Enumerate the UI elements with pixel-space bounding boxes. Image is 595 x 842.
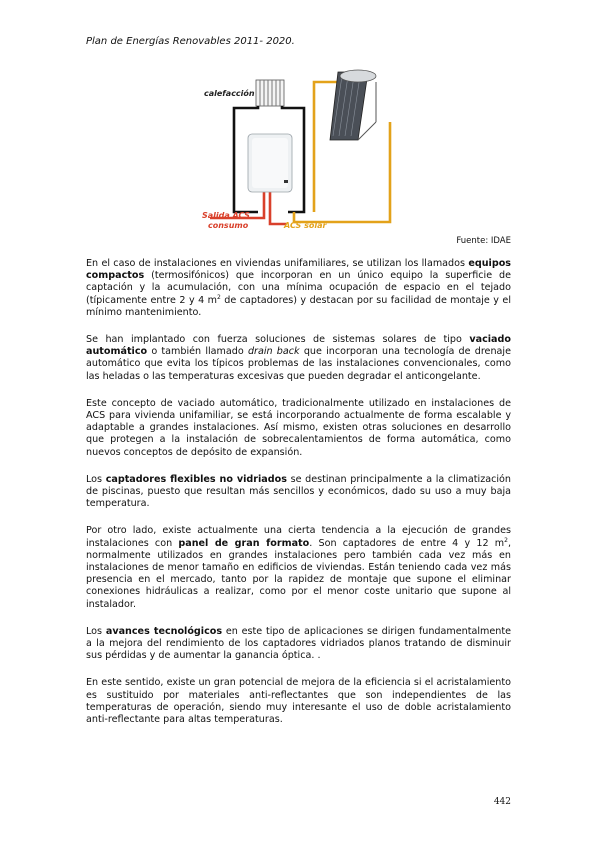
paragraph-3: Este concepto de vaciado automático, tradicionalmente utilizado en instalaciones de ACS para vivienda unifamiliar, se está incorporando actualmente de forma escalable y adaptable a grandes instalaciones. Así mismo, existen otras soluciones en desarrollo que protegen a la instalación de sobrecalentamientos de forma automática, como nuevos conceptos de depósito de expansión. [86, 397, 511, 458]
heating-label: calefacción [204, 89, 255, 98]
outlet-label-line2: consumo [208, 221, 249, 230]
solar-collector-icon [330, 70, 376, 140]
paragraph-5: Por otro lado, existe actualmente una cierta tendencia a la ejecución de grandes instalaciones con panel de gran formato. Son captadores de entre 4 y 12 $m^2$, normalmente utilizados en grandes instalaciones pero también cada vez más en instalaciones de menor tamaño en edificios de viviendas. Están teniendo cada vez más presencia en el mercado, tanto por la rapidez de montaje que supone el eliminar conexiones hidráulicas a realizar, como por el menor coste unitario que supone al instalador. [86, 525, 512, 610]
paragraph-4: Los captadores flexibles no vidriados se destinan principalmente a la climatización de piscinas, puesto que resultan más sencillos y económicos, dado su uso a muy baja temperatura. [86, 473, 511, 510]
paragraph-7: En este sentido, existe un gran potencial de mejora de la eficiencia si el acristalamiento es sustituido por materiales anti-reflectantes que son independientes de las temperaturas de operación, siendo muy interesante el uso de doble acristalamiento anti-reflectante para altas temperaturas. [86, 677, 511, 726]
solar-system-diagram [190, 62, 400, 234]
page-number: 442 [493, 797, 511, 807]
solar-label: ACS solar [284, 221, 327, 230]
paragraph-2: Se han implantado con fuerza soluciones de sistemas solares de tipo vaciado automático o también llamado drain back que incorporan una tecnología de drenaje automático que evita los típicos problemas de las instalaciones convencionales, como las heladas o las temperaturas excesivas que pueden degradar el anticongelante. [86, 334, 511, 382]
figure-source: Fuente: IDAE [456, 236, 511, 246]
body-text [86, 258, 511, 741]
radiator-icon [256, 80, 284, 106]
outlet-label-line1: Salida ACS [202, 211, 250, 220]
paragraph-1: En el caso de instalaciones en viviendas unifamiliares, se utilizan los llamados equipos compactos (termosifónicos) que incorporan en un único equipo la superficie de captación y la acumulación, con una mínima ocupación de espacio en el tejado (típicamente entre 2 y 4 $m^2$ de captadores) y destacan por su facilidad de montaje y el mínimo mantenimiento. [86, 258, 511, 318]
running-header: Plan de Energías Renovables 2011- 2020. [86, 36, 295, 47]
boiler-icon [248, 134, 292, 192]
paragraph-6: Los avances tecnológicos en este tipo de aplicaciones se dirigen fundamentalmente a la mejora del rendimiento de los captadores vidriados planos tratando de disminuir sus pérdidas y de aumentar la ganancia óptica. . [86, 625, 512, 662]
